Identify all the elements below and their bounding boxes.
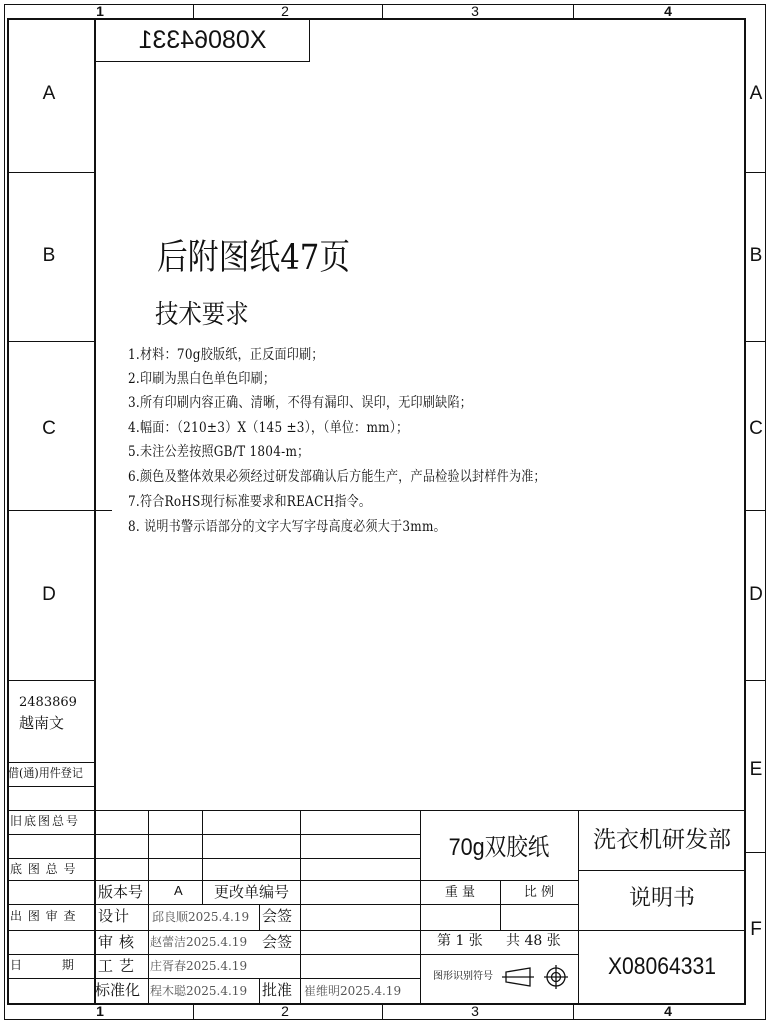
sheet-number: 第 1 张 xyxy=(437,933,483,949)
zone-row-c-left: C xyxy=(42,418,56,439)
requirement-item: 4.幅面：（210±3）X（145 ±3），（单位：mm）； xyxy=(128,420,409,436)
zone-row-b-left: B xyxy=(42,245,56,266)
review-label: 审核 xyxy=(98,933,141,951)
borrow-register-label: 借(通)用件登记 xyxy=(8,766,83,780)
zone-row-c-right: C xyxy=(749,418,763,439)
approve-signature: 崔维明2025.4.19 xyxy=(304,984,402,998)
design-signature: 邱良顺2025.4.19 xyxy=(152,910,250,924)
requirement-item: 1.材料：70g胶版纸，正反面印刷； xyxy=(128,347,324,363)
sheet-total: 共 48 张 xyxy=(506,933,561,949)
zone-row-a-left: A xyxy=(42,83,56,104)
requirement-item: 6.颜色及整体效果必须经过研发部确认后方能生产，产品检验以封样件为准； xyxy=(128,469,546,485)
review-signature: 赵蕾洁2025.4.19 xyxy=(150,935,248,949)
design-label: 设计 xyxy=(98,907,131,925)
requirement-item: 3.所有印刷内容正确、清晰，不得有漏印、误印，无印刷缺陷； xyxy=(128,395,473,411)
document-type: 说明书 xyxy=(628,886,695,911)
zone-col-4-bottom: 4 xyxy=(664,1003,672,1019)
zone-col-1-top: 1 xyxy=(96,3,104,19)
zone-row-d-right: D xyxy=(749,584,763,605)
old-base-drawing-label: 旧底图总号 xyxy=(10,814,81,828)
zone-col-1-bottom: 1 xyxy=(96,1003,104,1019)
date-label: 日 期 xyxy=(10,958,74,972)
zone-col-4-top: 4 xyxy=(664,3,672,19)
zone-col-3-bottom: 3 xyxy=(471,1003,479,1019)
department-name: 洗衣机研发部 xyxy=(593,827,731,853)
requirement-item: 8. 说明书警示语部分的文字大写字母高度必须大于3mm。 xyxy=(128,519,446,535)
zone-row-b-right: B xyxy=(749,245,763,266)
language-label: 越南文 xyxy=(19,714,65,732)
scale-label: 比 例 xyxy=(523,885,555,900)
graphic-identifier-label: 图形识别符号 xyxy=(433,971,493,982)
zone-row-a-right: A xyxy=(749,83,763,104)
change-order-label: 更改单编号 xyxy=(214,883,290,901)
requirement-item: 7.符合RoHS现行标准要求和REACH指令。 xyxy=(128,494,372,510)
standardization-label: 标准化 xyxy=(95,981,141,999)
part-number: X08064331 xyxy=(607,953,717,980)
zone-row-d-left: D xyxy=(42,584,56,605)
page-heading: 后附图纸47页 xyxy=(157,238,351,278)
drawing-review-label: 出 图 审 查 xyxy=(10,909,77,923)
standardization-signature: 程木聪2025.4.19 xyxy=(150,984,248,998)
base-drawing-label: 底 图 总 号 xyxy=(10,862,77,876)
process-signature: 庄胥春2025.4.19 xyxy=(150,959,248,973)
process-label: 工艺 xyxy=(98,957,141,975)
material-label: 70g双胶纸 xyxy=(448,834,550,861)
zone-row-f-right: F xyxy=(750,919,762,940)
drawing-number: 2483869 xyxy=(19,695,77,710)
version-label: 版本号 xyxy=(98,883,144,901)
requirement-item: 5.未注公差按照GB/T 1804-m； xyxy=(128,444,310,460)
zone-row-e-right: E xyxy=(749,759,763,780)
requirement-item: 2.印刷为黑白色单色印刷； xyxy=(128,371,276,387)
countersign-label-1: 会签 xyxy=(262,907,293,925)
zone-col-2-bottom: 2 xyxy=(281,1003,289,1019)
zone-col-2-top: 2 xyxy=(281,3,289,19)
weight-label: 重 量 xyxy=(444,885,476,900)
countersign-label-2: 会签 xyxy=(262,933,293,951)
top-code-mirrored: X08064331 xyxy=(138,26,267,54)
approve-label: 批准 xyxy=(262,981,293,999)
projection-symbol-icon xyxy=(500,962,576,992)
requirements-title: 技术要求 xyxy=(155,300,249,330)
zone-col-3-top: 3 xyxy=(471,3,479,19)
